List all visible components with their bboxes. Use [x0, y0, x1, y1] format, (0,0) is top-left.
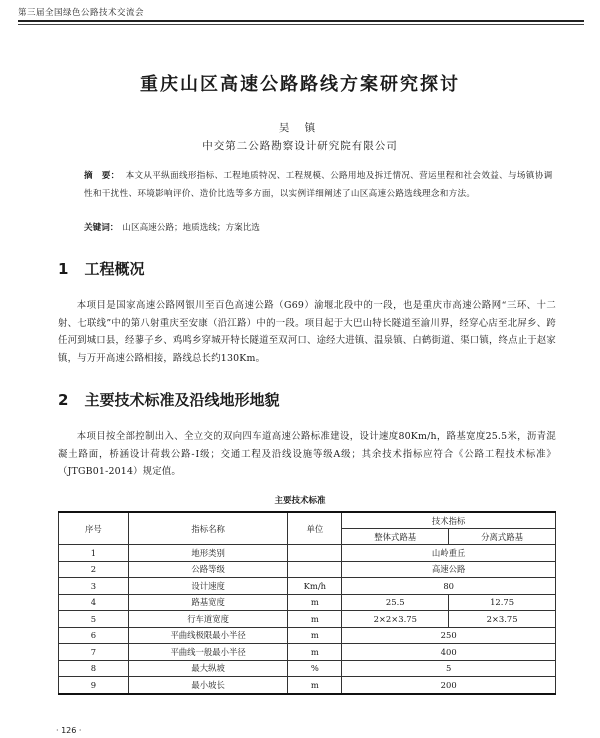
cell-name: 公路等级	[128, 561, 288, 578]
cell-no: 6	[59, 627, 129, 644]
keywords-label: 关键词：	[84, 223, 119, 233]
section-2-paragraph: 本项目按全部控制出入、全立交的双向四车道高速公路标准建设，设计速度80Km/h，路基宽度25.5米，沥青混凝土路面，桥涵设计荷载公路-Ⅰ级；交通工程及沿线设施等级A级；其余技术指标应符合《公路工程技术标准》（JTGB01-2014）规定值。	[58, 431, 556, 477]
table-row	[59, 611, 556, 628]
section-2-heading	[58, 389, 279, 410]
header-no: 序号	[59, 512, 129, 545]
cell-unit	[288, 545, 342, 562]
cell-no: 2	[59, 561, 129, 578]
table-row	[59, 644, 556, 661]
cell-integral: 2×2×3.75	[342, 611, 449, 628]
cell-value: 80	[342, 578, 556, 595]
table-row	[59, 660, 556, 677]
cell-separate: 12.75	[449, 594, 556, 611]
author-name: 吴 镇	[278, 122, 322, 134]
cell-unit: m	[288, 677, 342, 694]
cell-no: 9	[59, 677, 129, 694]
cell-name: 路基宽度	[128, 594, 288, 611]
table-row	[59, 578, 556, 595]
running-title: 第三届全国绿色公路技术交流会	[18, 8, 145, 18]
header-unit: 单位	[288, 512, 342, 545]
keywords	[84, 221, 554, 235]
cell-value: 山岭重丘	[342, 545, 556, 562]
cell-unit: m	[288, 627, 342, 644]
cell-unit: m	[288, 594, 342, 611]
table-row	[59, 627, 556, 644]
cell-no: 3	[59, 578, 129, 595]
cell-no: 4	[59, 594, 129, 611]
cell-name: 平曲线极限最小半径	[128, 627, 288, 644]
cell-no: 5	[59, 611, 129, 628]
section-1-heading	[58, 258, 144, 279]
abstract-label: 摘 要：	[84, 171, 120, 181]
cell-integral: 25.5	[342, 594, 449, 611]
section-1-number: 1	[58, 260, 69, 278]
cell-value: 400	[342, 644, 556, 661]
cell-unit: m	[288, 611, 342, 628]
cell-no: 7	[59, 644, 129, 661]
keywords-text: 山区高速公路；地质选线；方案比选	[122, 223, 260, 233]
table-row	[59, 561, 556, 578]
paper-title: 重庆山区高速公路路线方案研究探讨	[140, 74, 460, 95]
page-number: · 126 ·	[56, 726, 82, 735]
section-2-title: 主要技术标准及沿线地形地貌	[84, 391, 280, 409]
cell-unit: m	[288, 644, 342, 661]
cell-value: 200	[342, 677, 556, 694]
cell-name: 设计速度	[128, 578, 288, 595]
header-integral: 整体式路基	[342, 529, 449, 545]
cell-no: 8	[59, 660, 129, 677]
section-1-title: 工程概况	[84, 260, 145, 278]
cell-value: 250	[342, 627, 556, 644]
cell-name: 最小坡长	[128, 677, 288, 694]
table-row	[59, 545, 556, 562]
running-header	[18, 6, 584, 22]
header-name: 指标名称	[128, 512, 288, 545]
cell-separate: 2×3.75	[449, 611, 556, 628]
cell-unit	[288, 561, 342, 578]
header-separate: 分离式路基	[449, 529, 556, 545]
tech-standards-table	[58, 511, 556, 695]
header-tech: 技术指标	[342, 512, 556, 529]
table-caption: 主要技术标准	[274, 496, 326, 506]
cell-name: 行车道宽度	[128, 611, 288, 628]
cell-name: 地形类别	[128, 545, 288, 562]
author-affiliation: 中交第二公路勘察设计研究院有限公司	[202, 140, 398, 152]
section-1-paragraph: 本项目是国家高速公路网银川至百色高速公路（G69）渝堰北段中的一段，也是重庆市高速公路网“三环、十二射、七联线”中的第八射重庆至安康（沿江路）中的一段。项目起于大巴山特长隧道至渝川界，经穿心店至北屏乡、跨任河到城口县，经蓼子乡、鸡鸣乡穿城开特长隧道至双河口、途经大进镇、温泉镇、白鹤街道、渠口镇，终点止于赵家镇，与万开高速公路相接，路线总长约130Km。	[58, 300, 556, 364]
cell-unit: %	[288, 660, 342, 677]
cell-value: 5	[342, 660, 556, 677]
abstract	[84, 167, 554, 203]
abstract-text: 本文从平纵面线形指标、工程地质特况、工程规模、公路用地及拆迁情况、营运里程和社会效益、与场镇协调性和干扰性、环境影响评价、造价比选等多方面，以实例详细阐述了山区高速公路选线理念和方法。	[84, 171, 553, 199]
cell-no: 1	[59, 545, 129, 562]
cell-value: 高速公路	[342, 561, 556, 578]
table-row	[59, 677, 556, 694]
table-row	[59, 594, 556, 611]
cell-name: 平曲线一般最小半径	[128, 644, 288, 661]
cell-unit: Km/h	[288, 578, 342, 595]
cell-name: 最大纵坡	[128, 660, 288, 677]
section-2-number: 2	[58, 391, 69, 409]
